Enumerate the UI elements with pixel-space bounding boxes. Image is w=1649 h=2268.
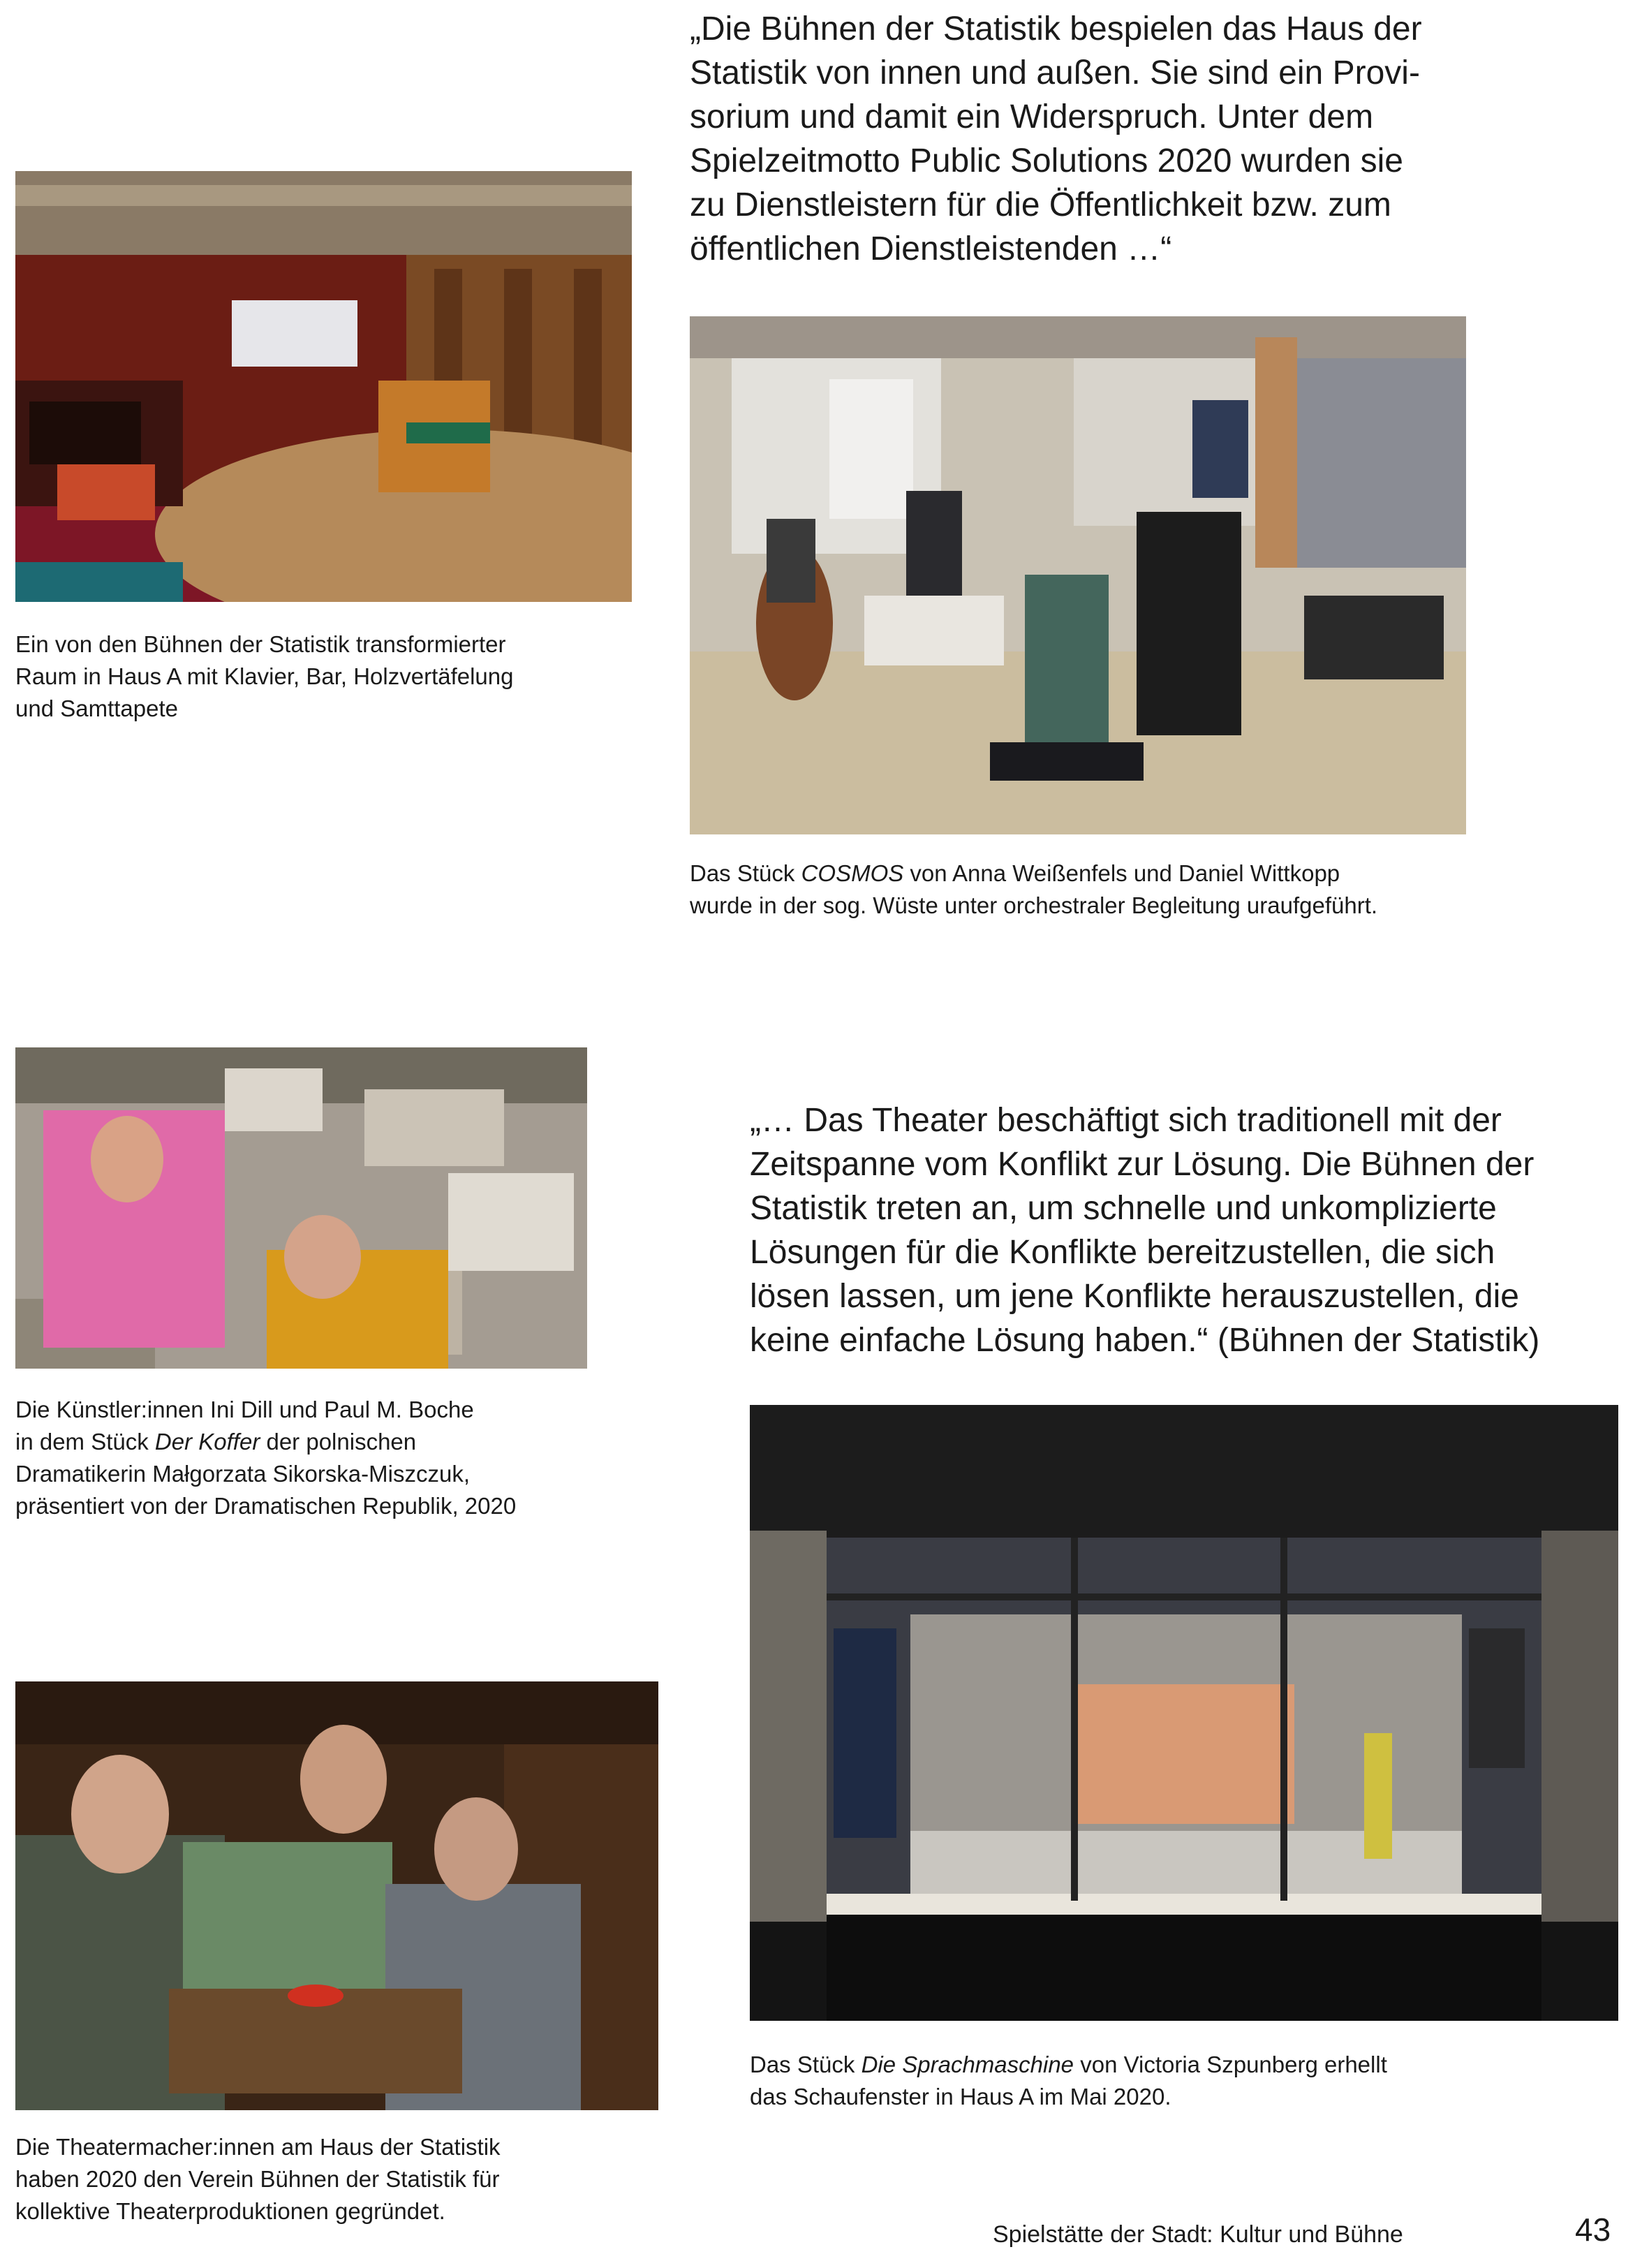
caption-cosmos (690, 857, 1597, 922)
quote-line: zu Dienstleistern für die Öffentlichkeit bzw. zum (690, 186, 1391, 223)
caption-line: Die Theatermacher:innen am Haus der Statistik (15, 2134, 501, 2160)
quote-line: Statistik treten an, um schnelle und unkomplizierte (750, 1190, 1497, 1227)
page-number: 43 (1575, 2211, 1611, 2248)
quote-line: Zeitspanne vom Konflikt zur Lösung. Die Bühnen der (750, 1146, 1535, 1183)
caption-line: Das Stück Die Sprachmaschine von Victoria Szpunberg erhellt (750, 2052, 1387, 2077)
caption-line: in dem Stück Der Koffer der polnischen (15, 1429, 417, 1455)
quote-line: Statistik von innen und außen. Sie sind ein Provi- (690, 54, 1420, 91)
caption-line: wurde in der sog. Wüste unter orchestraler Begleitung uraufgeführt. (690, 892, 1378, 918)
quote-line: „… Das Theater beschäftigt sich traditionell mit der (750, 1102, 1502, 1139)
quote-line: lösen lassen, um jene Konflikte herauszustellen, die (750, 1278, 1519, 1315)
caption-line: präsentiert von der Dramatischen Republik, 2020 (15, 1493, 517, 1519)
caption-line: das Schaufenster in Haus A im Mai 2020. (750, 2084, 1171, 2109)
caption-der-koffer (15, 1394, 644, 1522)
photo-die-sprachmaschine (750, 1405, 1618, 2021)
caption-line: und Samttapete (15, 695, 178, 721)
photo-cosmos-performance (690, 316, 1466, 834)
caption-line: haben 2020 den Verein Bühnen der Statistik für (15, 2166, 500, 2192)
caption-line: Ein von den Bühnen der Statistik transformierter (15, 631, 506, 657)
caption-line: Raum in Haus A mit Klavier, Bar, Holzvertäfelung (15, 663, 514, 689)
quote-line: „Die Bühnen der Statistik bespielen das Haus der (690, 10, 1422, 47)
quote-line: Spielzeitmotto Public Solutions 2020 wurden sie (690, 142, 1403, 179)
quote-line: sorium und damit ein Widerspruch. Unter dem (690, 98, 1374, 135)
caption-line: Die Künstler:innen Ini Dill und Paul M. Boche (15, 1397, 474, 1422)
caption-line: Dramatikerin Małgorzata Sikorska-Miszczuk, (15, 1461, 470, 1487)
quote-line: Lösungen für die Konflikte bereitzustellen, die sich (750, 1234, 1495, 1271)
caption-transformed-room (15, 628, 644, 725)
caption-theatermacher (15, 2131, 644, 2228)
quote-line: keine einfache Lösung haben.“ (Bühnen der Statistik) (750, 1322, 1540, 1359)
photo-transformed-room (15, 171, 632, 602)
running-footer-section: Spielstätte der Stadt: Kultur und Bühne (993, 2221, 1403, 2248)
caption-line: kollektive Theaterproduktionen gegründet. (15, 2198, 445, 2224)
caption-line: Das Stück COSMOS von Anna Weißenfels und Daniel Wittkopp (690, 860, 1340, 886)
caption-die-sprachmaschine (750, 2049, 1629, 2113)
photo-theatermacher (15, 1681, 658, 2110)
pull-quote-bottom (750, 1098, 1643, 1362)
pull-quote-top (690, 7, 1597, 271)
photo-der-koffer (15, 1047, 587, 1369)
quote-line: öffentlichen Dienstleistenden …“ (690, 230, 1172, 267)
